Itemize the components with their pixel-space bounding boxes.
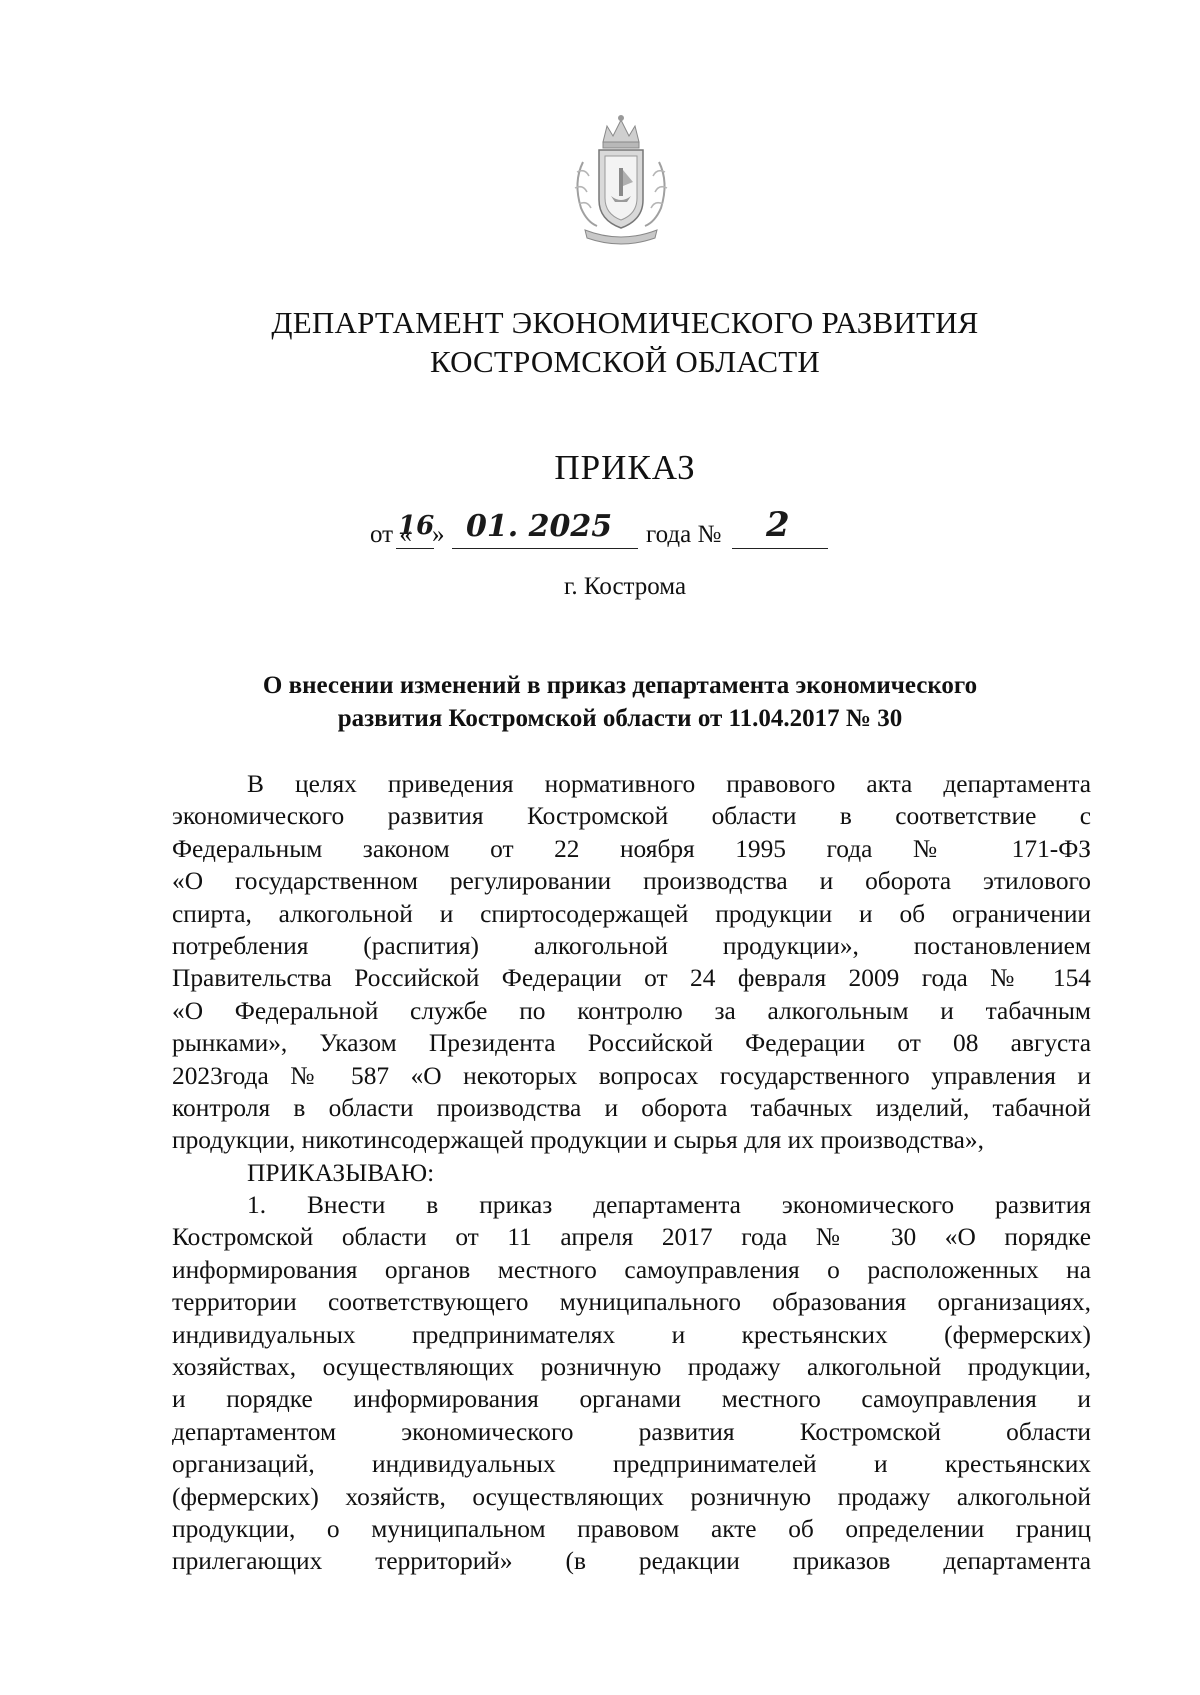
date-day: 16 bbox=[398, 511, 435, 541]
department-name-line-1: ДЕПАРТАМЕНТ ЭКОНОМИЧЕСКОГО РАЗВИТИЯ bbox=[271, 305, 979, 340]
order-subject bbox=[160, 669, 1080, 735]
order-directive: ПРИКАЗЫВАЮ: bbox=[247, 1158, 435, 1187]
body-line: продукции, никотинсодержащей продукции и сырья для их производства», bbox=[172, 1126, 984, 1155]
body-line: Костромской области от 11 апреля 2017 года № 30 «О порядке bbox=[172, 1223, 1091, 1252]
date-month-year: 01. 2025 bbox=[466, 509, 613, 544]
body-line: Правительства Российской Федерации от 24 февраля 2009 года № 154 bbox=[172, 964, 1091, 993]
coat-of-arms-emblem bbox=[563, 112, 679, 250]
number-underline bbox=[732, 548, 828, 549]
body-line: спирта, алкогольной и спиртосодержащей продукции и об ограничении bbox=[172, 899, 1091, 928]
document-type-title: ПРИКАЗ bbox=[554, 448, 696, 487]
body-line: организаций, индивидуальных предпринимателей и крестьянских bbox=[172, 1450, 1091, 1479]
department-name-line-2: КОСТРОМСКОЙ ОБЛАСТИ bbox=[429, 344, 821, 379]
body-line: прилегающих территорий» (в редакции приказов департамента bbox=[172, 1547, 1091, 1576]
body-line: «О государственном регулировании производства и оборота этилового bbox=[172, 867, 1091, 896]
body-line: экономического развития Костромской области в соответствие с bbox=[172, 802, 1091, 831]
order-number: 2 bbox=[766, 505, 790, 545]
date-prefix: от « bbox=[370, 521, 412, 548]
date-year-word: года № bbox=[646, 521, 722, 548]
body-line: рынками», Указом Президента Российской Федерации от 08 августа bbox=[172, 1029, 1091, 1058]
city-name: г. Кострома bbox=[563, 573, 687, 600]
body-line: информирования органов местного самоуправления о расположенных на bbox=[172, 1255, 1091, 1284]
body-line: департаментом экономического развития Костромской области bbox=[172, 1417, 1091, 1446]
body-line: потребления (распития) алкогольной продукции», постановлением bbox=[172, 931, 1091, 960]
date-close-quote: » bbox=[432, 521, 445, 548]
order-body-text bbox=[172, 768, 1091, 1578]
body-line: 2023года № 587 «О некоторых вопросах государственного управления и bbox=[172, 1061, 1091, 1090]
body-line: продукции, о муниципальном правовом акте об определении границ bbox=[172, 1514, 1091, 1543]
body-line: Федеральным законом от 22 ноября 1995 года № 171-ФЗ bbox=[172, 834, 1091, 863]
body-line: индивидуальных предпринимателях и крестьянских (фермерских) bbox=[172, 1320, 1091, 1349]
subject-line-2: развития Костромской области от 11.04.2017 № 30 bbox=[337, 705, 903, 732]
month-year-underline bbox=[452, 548, 638, 549]
day-underline bbox=[396, 548, 434, 549]
body-line: и порядке информирования органами местного самоуправления и bbox=[172, 1385, 1091, 1414]
body-line: (фермерских) хозяйств, осуществляющих розничную продажу алкогольной bbox=[172, 1482, 1091, 1511]
body-line: «О Федеральной службе по контролю за алкогольным и табачным bbox=[172, 996, 1091, 1025]
body-line: 1. Внести в приказ департамента экономического развития bbox=[247, 1191, 1091, 1220]
body-line: контроля в области производства и оборота табачных изделий, табачной bbox=[172, 1093, 1091, 1122]
subject-line-1: О внесении изменений в приказ департамента экономического bbox=[262, 672, 978, 699]
body-line: хозяйствах, осуществляющих розничную продажу алкогольной продукции, bbox=[172, 1353, 1091, 1382]
body-line: В целях приведения нормативного правового акта департамента bbox=[247, 770, 1091, 798]
body-line: территории соответствующего муниципального образования организациях, bbox=[172, 1288, 1091, 1317]
order-date-line bbox=[370, 505, 900, 557]
